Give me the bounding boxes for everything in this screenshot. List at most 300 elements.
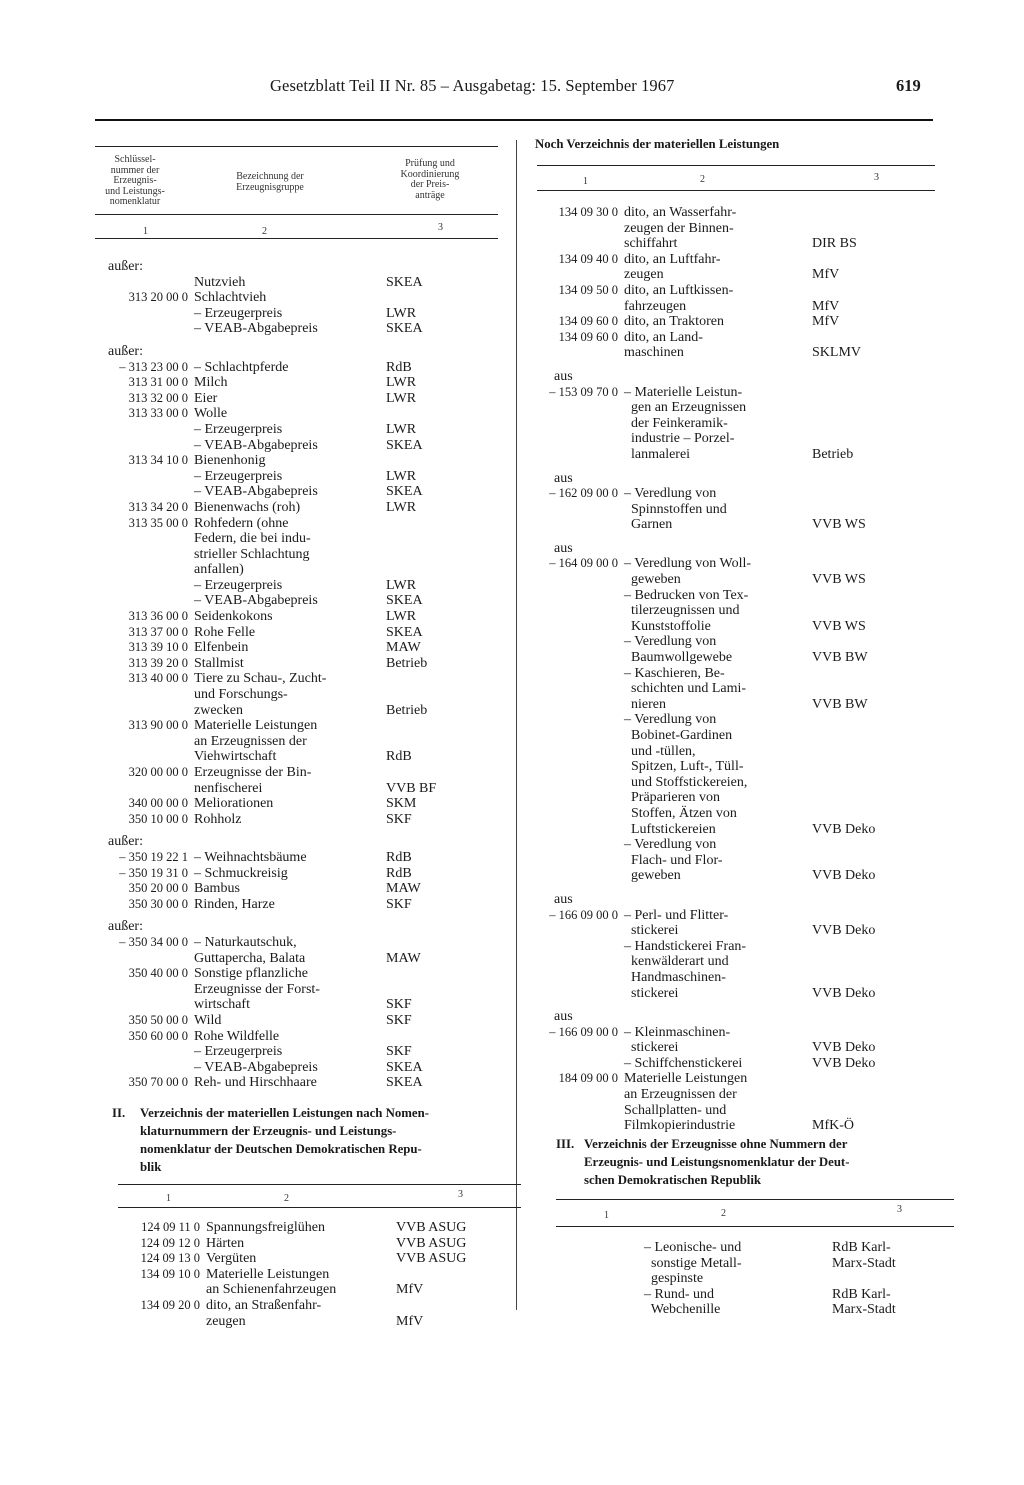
responsible-body: SKEA bbox=[386, 484, 423, 500]
key-number: 350 30 00 0 bbox=[128, 896, 188, 911]
description: an Erzeugnissen der bbox=[194, 733, 307, 749]
description: – Erzeugerpreis bbox=[194, 468, 283, 484]
responsible-body: VVB ASUG bbox=[396, 1220, 467, 1235]
key-number: 350 70 00 0 bbox=[128, 1075, 188, 1090]
table-row bbox=[110, 1282, 520, 1298]
table-row bbox=[98, 640, 498, 656]
table-row bbox=[98, 812, 498, 828]
table-row bbox=[528, 502, 938, 518]
responsible-body: LWR bbox=[386, 421, 417, 437]
table-row bbox=[110, 1220, 520, 1236]
responsible-body: MfV bbox=[396, 1282, 424, 1298]
table-row bbox=[528, 619, 938, 635]
responsible-body: SKF bbox=[386, 1012, 412, 1028]
responsible-body: VVB BF bbox=[386, 780, 437, 796]
left-colhead-rule bbox=[95, 214, 498, 215]
description: Spinnstoffen und bbox=[624, 501, 727, 517]
responsible-body: MAW bbox=[386, 950, 421, 966]
table-row bbox=[98, 453, 498, 469]
description: – Veredlung von Woll- bbox=[624, 556, 752, 572]
left-colnum-rule bbox=[95, 238, 498, 239]
table-row bbox=[528, 681, 938, 697]
table-row bbox=[528, 330, 938, 346]
section-ii-colnum-2: 2 bbox=[284, 1193, 289, 1204]
section-ii-line-1: Verzeichnis der materiellen Leistungen nach Nomen- bbox=[140, 1106, 429, 1120]
description: sonstige Metall- bbox=[644, 1255, 742, 1271]
table-row bbox=[528, 986, 938, 1002]
description: Stallmist bbox=[194, 655, 244, 671]
responsible-body: RdB Karl- bbox=[832, 1286, 891, 1302]
left-colhead-1: Schlüssel- nummer der Erzeugnis- und Leistungs- nomenklatur bbox=[105, 154, 165, 207]
description: Rohe Felle bbox=[194, 624, 256, 640]
responsible-body: VVB Deko bbox=[812, 1040, 876, 1056]
table-row bbox=[98, 703, 498, 719]
description: Präparieren von bbox=[624, 790, 721, 806]
table-row bbox=[98, 609, 498, 625]
section-ii-table-body bbox=[110, 1220, 520, 1329]
description: Stoffen, Ätzen von bbox=[624, 805, 737, 821]
description: – Veredlung von bbox=[624, 837, 717, 853]
description: dito, an Traktoren bbox=[624, 314, 724, 330]
description: – VEAB-Abgabepreis bbox=[194, 484, 318, 500]
description: stickerei bbox=[624, 1040, 679, 1056]
responsible-body: MfK-Ö bbox=[812, 1118, 854, 1134]
description: Vergüten bbox=[206, 1251, 257, 1267]
description: Erzeugnisse der Forst- bbox=[194, 981, 320, 997]
description: der Feinkeramik- bbox=[624, 415, 728, 431]
table-row bbox=[98, 531, 498, 547]
key-number: – 164 09 00 0 bbox=[549, 556, 618, 571]
description: Härten bbox=[206, 1235, 245, 1251]
key-number: – 166 09 00 0 bbox=[549, 1024, 618, 1039]
responsible-body: RdB bbox=[386, 359, 412, 375]
responsible-body: SKF bbox=[386, 896, 412, 912]
table-row bbox=[528, 1118, 938, 1134]
table-row bbox=[98, 375, 498, 391]
key-number: 124 09 12 0 bbox=[140, 1235, 200, 1250]
key-number: 134 09 20 0 bbox=[140, 1297, 200, 1312]
key-number: 134 09 40 0 bbox=[558, 251, 618, 266]
table-row bbox=[528, 267, 938, 283]
responsible-body: VVB ASUG bbox=[396, 1251, 467, 1267]
description: schiffahrt bbox=[624, 236, 678, 252]
description: Filmkopierindustrie bbox=[624, 1118, 736, 1134]
table-row bbox=[528, 369, 938, 385]
description: – VEAB-Abgabepreis bbox=[194, 437, 318, 453]
table-row bbox=[98, 321, 498, 337]
responsible-body: VVB WS bbox=[812, 618, 866, 634]
description: – VEAB-Abgabepreis bbox=[194, 593, 318, 609]
table-row bbox=[98, 259, 498, 275]
responsible-body: VVB Deko bbox=[812, 923, 876, 939]
responsible-body: VVB WS bbox=[812, 517, 866, 533]
table-row bbox=[528, 892, 938, 908]
description: an Erzeugnissen der bbox=[624, 1087, 737, 1103]
section-iii-colnum-2: 2 bbox=[721, 1208, 726, 1219]
description: schichten und Lami- bbox=[624, 681, 747, 697]
description: lanmalerei bbox=[624, 446, 691, 462]
key-number: 184 09 00 0 bbox=[558, 1071, 618, 1086]
responsible-body: SKEA bbox=[386, 624, 423, 640]
table-row bbox=[528, 205, 938, 221]
section-iii-table-body bbox=[548, 1240, 958, 1318]
description: Baumwollgewebe bbox=[624, 650, 733, 666]
responsible-body: MAW bbox=[386, 881, 421, 897]
description: – Kleinmaschinen- bbox=[624, 1024, 731, 1040]
responsible-body: SKEA bbox=[386, 437, 423, 453]
description: Bienenhonig bbox=[194, 453, 266, 469]
table-row bbox=[528, 588, 938, 604]
table-row bbox=[110, 1267, 520, 1283]
table-row bbox=[98, 765, 498, 781]
table-row bbox=[110, 1236, 520, 1252]
table-row bbox=[528, 837, 938, 853]
responsible-body: VVB ASUG bbox=[396, 1235, 467, 1251]
responsible-body: Betrieb bbox=[386, 702, 428, 718]
responsible-body: SKLMV bbox=[812, 345, 862, 361]
table-row bbox=[98, 625, 498, 641]
table-row bbox=[98, 593, 498, 609]
description: zeugen bbox=[206, 1313, 246, 1329]
description: Flach- und Flor- bbox=[624, 852, 723, 868]
responsible-body: VVB Deko bbox=[812, 868, 876, 884]
key-number: – 350 19 31 0 bbox=[119, 865, 188, 880]
section-iii-line-1: Verzeichnis der Erzeugnisse ohne Nummern der bbox=[584, 1137, 848, 1151]
description: – Leonische- und bbox=[644, 1240, 742, 1255]
responsible-body: LWR bbox=[386, 468, 417, 484]
responsible-body: LWR bbox=[386, 305, 417, 321]
table-row bbox=[528, 806, 938, 822]
responsible-body: VVB Deko bbox=[812, 1055, 876, 1071]
responsible-body: Betrieb bbox=[812, 446, 854, 462]
description: Schallplatten- und bbox=[624, 1102, 727, 1118]
description: dito, an Land- bbox=[624, 329, 703, 345]
responsible-body: MfV bbox=[812, 298, 840, 314]
section-ii-line-2: klaturnummern der Erzeugnis- und Leistungs- bbox=[140, 1124, 397, 1138]
table-row bbox=[528, 728, 938, 744]
description: Spitzen, Luft-, Tüll- bbox=[624, 759, 744, 775]
right-colnum-3: 3 bbox=[874, 172, 879, 183]
description: strieller Schlachtung bbox=[194, 546, 310, 562]
section-ii-line-4: blik bbox=[140, 1160, 162, 1174]
description: kenwälderart und bbox=[624, 954, 729, 970]
table-row bbox=[528, 1071, 938, 1087]
table-row bbox=[98, 951, 498, 967]
table-row bbox=[528, 299, 938, 315]
table-row bbox=[528, 939, 938, 955]
description: Bobinet-Gardinen bbox=[624, 728, 733, 743]
right-table-body bbox=[528, 205, 938, 1134]
description: – Handstickerei Fran- bbox=[624, 938, 747, 954]
description: Nutzvieh bbox=[194, 274, 246, 290]
table-row bbox=[98, 422, 498, 438]
description: Materielle Leistungen bbox=[206, 1266, 330, 1282]
key-number: 320 00 00 0 bbox=[128, 765, 188, 779]
table-row bbox=[528, 221, 938, 237]
key-number: 134 09 60 0 bbox=[558, 314, 618, 329]
description: – VEAB-Abgabepreis bbox=[194, 321, 318, 337]
responsible-body: LWR bbox=[386, 609, 417, 625]
key-number: außer: bbox=[108, 919, 143, 935]
responsible-body: Marx-Stadt bbox=[832, 1255, 896, 1271]
description: Luftstickereien bbox=[624, 821, 716, 837]
table-row bbox=[528, 853, 938, 869]
table-row bbox=[98, 290, 498, 306]
table-row bbox=[98, 500, 498, 516]
description: – Erzeugerpreis bbox=[194, 577, 283, 593]
table-row bbox=[98, 966, 498, 982]
responsible-body: Betrieb bbox=[386, 655, 428, 671]
description: – Weihnachtsbäume bbox=[194, 849, 307, 865]
description: Rohholz bbox=[194, 811, 242, 827]
responsible-body: SKM bbox=[386, 796, 417, 812]
description: fahrzeugen bbox=[624, 298, 687, 314]
page-number: 619 bbox=[896, 76, 921, 95]
table-row bbox=[98, 734, 498, 750]
table-row bbox=[98, 562, 498, 578]
table-row bbox=[98, 516, 498, 532]
key-number: 313 39 20 0 bbox=[128, 655, 188, 670]
responsible-body: VVB BW bbox=[812, 650, 868, 666]
description: – Materielle Leistun- bbox=[624, 384, 743, 400]
description: anfallen) bbox=[194, 562, 244, 578]
key-number: außer: bbox=[108, 343, 143, 359]
table-row bbox=[98, 578, 498, 594]
responsible-body: MfV bbox=[396, 1313, 424, 1329]
table-row bbox=[528, 908, 938, 924]
responsible-body: SKF bbox=[386, 1044, 412, 1060]
description: zeugen bbox=[624, 267, 664, 283]
section-ii-colnum-3: 3 bbox=[458, 1189, 463, 1200]
section-iii-line-2: Erzeugnis- und Leistungsnomenklatur der Deut- bbox=[584, 1155, 850, 1169]
table-row bbox=[98, 1060, 498, 1076]
key-number: 313 34 20 0 bbox=[128, 499, 188, 514]
description: Elfenbein bbox=[194, 640, 249, 656]
table-row bbox=[98, 547, 498, 563]
table-row bbox=[98, 469, 498, 485]
description: Handmaschinen- bbox=[624, 969, 726, 985]
key-number: 124 09 13 0 bbox=[140, 1251, 200, 1266]
left-table-top-rule bbox=[95, 146, 498, 147]
table-row bbox=[548, 1287, 958, 1303]
left-colhead-2: Bezeichnung der Erzeugnisgruppe bbox=[236, 171, 304, 193]
section-ii-colnum-1: 1 bbox=[166, 1193, 171, 1204]
table-row bbox=[528, 954, 938, 970]
key-number: 313 39 10 0 bbox=[128, 640, 188, 655]
responsible-body: VVB Deko bbox=[812, 821, 876, 837]
table-row bbox=[98, 850, 498, 866]
description: Eier bbox=[194, 390, 218, 406]
key-number: außer: bbox=[108, 834, 143, 850]
description: – Rund- und bbox=[644, 1286, 714, 1302]
section-iii-line-3: schen Demokratischen Republik bbox=[584, 1173, 762, 1187]
responsible-body: SKEA bbox=[386, 1059, 423, 1075]
table-row bbox=[528, 252, 938, 268]
table-row bbox=[528, 486, 938, 502]
table-row bbox=[528, 517, 938, 533]
description: Wolle bbox=[194, 406, 228, 422]
table-row bbox=[98, 781, 498, 797]
description: dito, an Wasserfahr- bbox=[624, 205, 737, 220]
table-row bbox=[528, 1040, 938, 1056]
description: Seidenkokons bbox=[194, 609, 273, 625]
key-number: aus bbox=[554, 1009, 573, 1025]
description: Spannungsfreiglühen bbox=[206, 1220, 325, 1235]
description: und -tüllen, bbox=[624, 743, 696, 759]
table-row bbox=[528, 790, 938, 806]
key-number: 313 33 00 0 bbox=[128, 406, 188, 421]
table-row bbox=[98, 1044, 498, 1060]
table-row bbox=[528, 1087, 938, 1103]
responsible-body: VVB WS bbox=[812, 572, 866, 588]
table-row bbox=[98, 1013, 498, 1029]
table-row bbox=[98, 275, 498, 291]
description: – VEAB-Abgabepreis bbox=[194, 1059, 318, 1075]
responsible-body: SKEA bbox=[386, 1075, 423, 1091]
description: zeugen der Binnen- bbox=[624, 220, 734, 236]
key-number: 313 35 00 0 bbox=[128, 515, 188, 530]
key-number: 313 40 00 0 bbox=[128, 671, 188, 686]
description: Kunststoffolie bbox=[624, 618, 711, 634]
description: – Kaschieren, Be- bbox=[624, 665, 725, 681]
table-row bbox=[98, 360, 498, 376]
responsible-body: RdB bbox=[386, 849, 412, 865]
description: Bambus bbox=[194, 881, 240, 897]
description: und Forschungs- bbox=[194, 687, 288, 703]
description: Federn, die bei indu- bbox=[194, 531, 311, 547]
description: gen an Erzeugnissen bbox=[624, 400, 747, 416]
left-colhead-3: Prüfung und Koordinierung der Preis- anträge bbox=[400, 158, 460, 201]
description: geweben bbox=[624, 572, 681, 588]
description: Guttapercha, Balata bbox=[194, 950, 306, 966]
key-number: 350 50 00 0 bbox=[128, 1012, 188, 1027]
table-row bbox=[528, 471, 938, 487]
key-number: 350 20 00 0 bbox=[128, 881, 188, 896]
description: dito, an Luftkissen- bbox=[624, 282, 734, 298]
responsible-body: SKEA bbox=[386, 321, 423, 337]
description: – Veredlung von bbox=[624, 486, 717, 502]
section-iii-colnum-3: 3 bbox=[897, 1204, 902, 1215]
section-iii-colnum-1: 1 bbox=[604, 1210, 609, 1221]
responsible-body: LWR bbox=[386, 375, 417, 391]
table-row bbox=[548, 1271, 958, 1287]
left-table-body bbox=[98, 259, 498, 1091]
description: Garnen bbox=[624, 517, 673, 533]
description: – Veredlung von bbox=[624, 634, 717, 650]
description: – Schiffchenstickerei bbox=[624, 1055, 743, 1071]
description: zwecken bbox=[194, 702, 243, 718]
table-row bbox=[528, 697, 938, 713]
right-heading: Noch Verzeichnis der materiellen Leistungen bbox=[535, 137, 780, 151]
table-row bbox=[528, 822, 938, 838]
table-row bbox=[528, 923, 938, 939]
description: Wild bbox=[194, 1012, 222, 1028]
responsible-body: LWR bbox=[386, 390, 417, 406]
table-row bbox=[98, 687, 498, 703]
right-table-top-rule bbox=[537, 165, 935, 166]
description: Erzeugnisse der Bin- bbox=[194, 765, 312, 780]
table-row bbox=[98, 671, 498, 687]
key-number: 350 60 00 0 bbox=[128, 1028, 188, 1043]
description: Meliorationen bbox=[194, 796, 274, 812]
key-number: aus bbox=[554, 368, 573, 384]
section-ii-colnum-rule bbox=[118, 1207, 521, 1208]
key-number: außer: bbox=[108, 259, 143, 274]
responsible-body: MfV bbox=[812, 267, 840, 283]
left-colnum-2: 2 bbox=[262, 226, 267, 237]
description: Rohe Wildfelle bbox=[194, 1028, 280, 1044]
table-row bbox=[110, 1314, 520, 1330]
description: stickerei bbox=[624, 985, 679, 1001]
section-ii-top-rule bbox=[118, 1184, 521, 1185]
key-number: 313 90 00 0 bbox=[128, 718, 188, 733]
key-number: 313 32 00 0 bbox=[128, 390, 188, 405]
table-row bbox=[98, 438, 498, 454]
description: wirtschaft bbox=[194, 997, 250, 1013]
table-row bbox=[528, 572, 938, 588]
key-number: aus bbox=[554, 540, 573, 556]
responsible-body: RdB bbox=[386, 865, 412, 881]
right-colnum-1: 1 bbox=[583, 176, 588, 187]
description: industrie – Porzel- bbox=[624, 431, 735, 447]
responsible-body: SKEA bbox=[386, 593, 423, 609]
table-row bbox=[528, 868, 938, 884]
section-ii-number: II. bbox=[112, 1106, 126, 1120]
table-row bbox=[548, 1302, 958, 1318]
table-row bbox=[548, 1256, 958, 1272]
key-number: aus bbox=[554, 891, 573, 907]
description: – Naturkautschuk, bbox=[194, 934, 297, 950]
table-row bbox=[98, 834, 498, 850]
table-row bbox=[528, 314, 938, 330]
table-row bbox=[98, 344, 498, 360]
header-rule bbox=[95, 119, 933, 121]
table-row bbox=[528, 416, 938, 432]
responsible-body: RdB Karl- bbox=[832, 1240, 891, 1255]
table-row bbox=[98, 391, 498, 407]
right-colnum-rule bbox=[537, 190, 935, 191]
table-row bbox=[528, 236, 938, 252]
description: Reh- und Hirschhaare bbox=[194, 1075, 317, 1091]
description: Tiere zu Schau-, Zucht- bbox=[194, 671, 327, 687]
description: geweben bbox=[624, 868, 681, 884]
responsible-body: RdB bbox=[386, 749, 412, 765]
table-row bbox=[528, 447, 938, 463]
table-row bbox=[98, 1075, 498, 1091]
description: Materielle Leistungen bbox=[194, 718, 318, 734]
table-row bbox=[98, 1029, 498, 1045]
description: Rohfedern (ohne bbox=[194, 515, 289, 531]
table-row bbox=[110, 1251, 520, 1267]
table-row bbox=[98, 718, 498, 734]
description: – Erzeugerpreis bbox=[194, 305, 283, 321]
running-header: Gesetzblatt Teil II Nr. 85 – Ausgabetag: 15. September 1967 bbox=[270, 76, 675, 95]
table-row bbox=[98, 866, 498, 882]
table-row bbox=[98, 796, 498, 812]
description: Schlachtvieh bbox=[194, 290, 267, 306]
description: Materielle Leistungen bbox=[624, 1071, 748, 1087]
description: Sonstige pflanzliche bbox=[194, 966, 308, 982]
table-row bbox=[528, 1009, 938, 1025]
table-row bbox=[528, 541, 938, 557]
table-row bbox=[528, 556, 938, 572]
section-iii-colnum-rule bbox=[556, 1226, 954, 1227]
key-number: 313 36 00 0 bbox=[128, 609, 188, 624]
responsible-body: MfV bbox=[812, 314, 840, 330]
description: Milch bbox=[194, 375, 228, 391]
key-number: aus bbox=[554, 470, 573, 486]
table-row bbox=[98, 997, 498, 1013]
